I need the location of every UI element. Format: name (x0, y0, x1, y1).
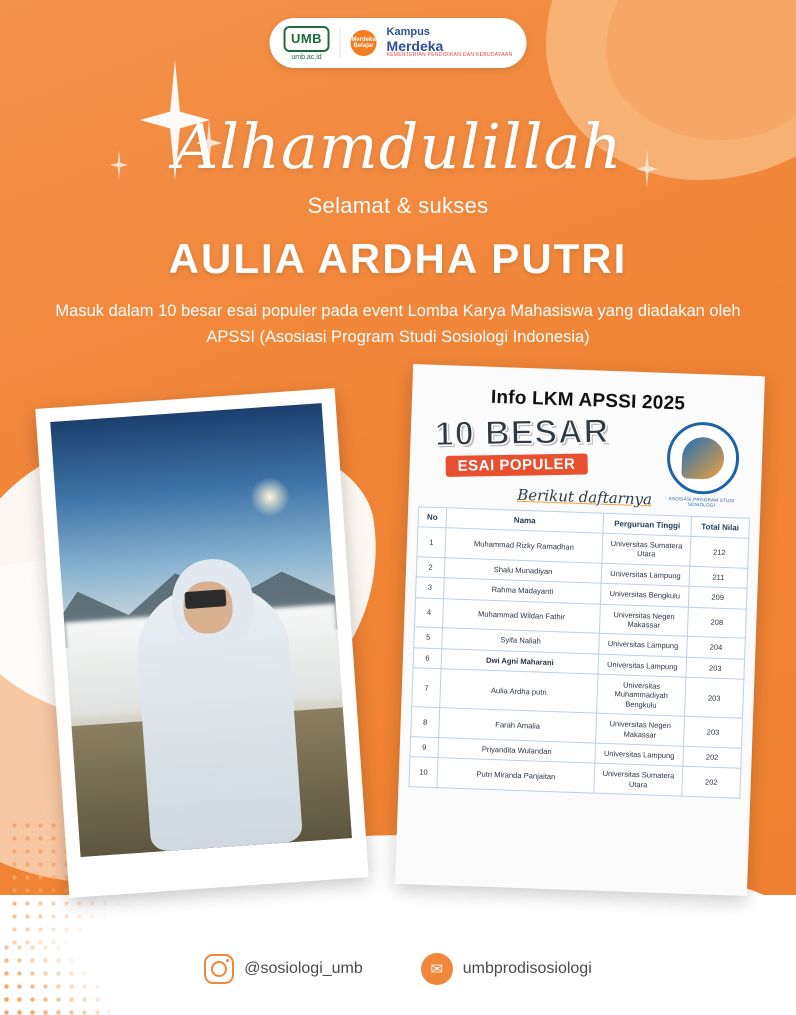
cell-total-nilai: 204 (687, 637, 746, 659)
cell-no: 8 (411, 707, 440, 738)
ranking-table (408, 506, 750, 798)
awardee-name: AULIA ARDHA PUTRI (168, 235, 628, 282)
cell-nama: Muhammad Wildan Fathir (442, 598, 600, 633)
photo-sunglasses (185, 589, 227, 609)
umb-website-label: umb.ac.id (291, 53, 322, 61)
cell-nama: Farah Amalia (439, 708, 597, 743)
instagram-label: @sosiologi_umb (244, 960, 363, 977)
cell-perguruan-tinggi: Universitas Muhammadiyah Bengkulu (597, 674, 686, 716)
cell-nama: Dwi Agni Maharani (441, 648, 599, 674)
cell-no: 7 (412, 668, 441, 708)
cell-total-nilai: 209 (688, 586, 747, 608)
merdeka-belajar-label: Merdeka Belajar (351, 36, 376, 49)
mail-icon (421, 953, 453, 985)
alhamdulillah-script: Alhamdulillah (173, 110, 623, 183)
achievement-description: Masuk dalam 10 besar esai populer pada event Lomba Karya Mahasiswa yang diadakan oleh APSSI (Asosiasi Program Studi Sosiologi Indonesia) (55, 302, 741, 346)
instagram-icon (204, 954, 234, 984)
list-intro-label: Berikut daftarnya (516, 485, 653, 509)
kemendikbud-label: KEMENTERIAN PENDIDIKAN DAN KEBUDAYAAN (386, 52, 513, 59)
logo-bar (270, 18, 527, 68)
cell-no: 9 (410, 737, 439, 758)
umb-badge-text: UMB (284, 26, 330, 52)
cell-no: 10 (409, 757, 438, 788)
cell-perguruan-tinggi: Universitas Bengkulu (600, 583, 689, 606)
cell-perguruan-tinggi: Universitas Lampung (599, 633, 688, 656)
awardee-photo (50, 403, 352, 857)
cell-nama: Aulia Ardha putri (440, 669, 598, 714)
info-card-headline: 10 BESAR (434, 412, 610, 454)
cell-total-nilai: 212 (690, 536, 749, 568)
cell-nama: Muhammad Rizky Ramadhan (445, 528, 603, 563)
mail-glyph: ✉ (430, 961, 444, 978)
instagram-handle[interactable] (204, 954, 363, 984)
merdeka-label: Merdeka (386, 37, 444, 54)
cell-no: 5 (414, 627, 443, 648)
apssi-logo (658, 421, 747, 509)
email-label: umbprodisosiologi (462, 960, 592, 977)
column-header-total-nilai: Total Nilai (691, 516, 750, 538)
cell-total-nilai: 208 (687, 607, 746, 639)
cell-perguruan-tinggi: Universitas Sumatera Utara (594, 763, 683, 796)
apssi-ring-icon (666, 421, 740, 495)
logo-divider (340, 28, 341, 58)
cell-total-nilai: 203 (685, 677, 744, 718)
cell-perguruan-tinggi: Universitas Lampung (595, 743, 684, 766)
apssi-caption: ASOSIASI PROGRAM STUDI SOSIOLOGI (668, 496, 735, 508)
cell-no: 1 (417, 527, 446, 558)
cell-perguruan-tinggi: Universitas Negeri Makassar (599, 604, 688, 637)
email-handle[interactable] (421, 953, 592, 985)
cell-perguruan-tinggi: Universitas Lampung (598, 654, 687, 677)
cell-total-nilai: 202 (683, 746, 742, 768)
info-card-subheadline: ESAI POPULER (446, 453, 588, 476)
cell-total-nilai: 203 (686, 657, 745, 679)
cell-nama: Priyandita Wulandari (438, 738, 596, 764)
column-header-perguruan-tinggi: Perguruan Tinggi (603, 513, 692, 536)
photo-sun (249, 475, 292, 518)
photo-frame (35, 388, 368, 898)
cell-no: 6 (413, 647, 442, 668)
kampus-merdeka-logo (387, 27, 513, 58)
info-card-title: Info LKM APSSI 2025 (490, 386, 686, 415)
cell-perguruan-tinggi: Universitas Lampung (601, 563, 690, 586)
column-header-nama: Nama (446, 508, 604, 533)
cell-nama: Syifa Naliah (442, 628, 600, 654)
info-card (395, 364, 765, 896)
kampus-label: Kampus (386, 26, 430, 39)
umb-logo (284, 26, 330, 61)
cell-no: 3 (416, 577, 445, 598)
congratulation-subtitle: Selamat & sukses (307, 193, 489, 218)
cell-total-nilai: 202 (682, 766, 741, 798)
cell-perguruan-tinggi: Universitas Negeri Makassar (596, 713, 685, 746)
header-block (0, 110, 796, 350)
cell-nama: Shalu Munadiyan (444, 557, 602, 583)
merdeka-belajar-icon (351, 30, 377, 56)
cell-nama: Rahma Madayanti (444, 578, 602, 604)
column-header-no: No (418, 507, 447, 528)
footer (0, 953, 796, 985)
cell-no: 2 (416, 557, 445, 578)
cell-no: 4 (415, 597, 444, 628)
cell-perguruan-tinggi: Universitas Sumatera Utara (602, 533, 691, 566)
cell-total-nilai: 203 (684, 716, 743, 748)
cell-total-nilai: 211 (689, 566, 748, 588)
cell-nama: Putri Miranda Panjaitan (437, 758, 595, 793)
